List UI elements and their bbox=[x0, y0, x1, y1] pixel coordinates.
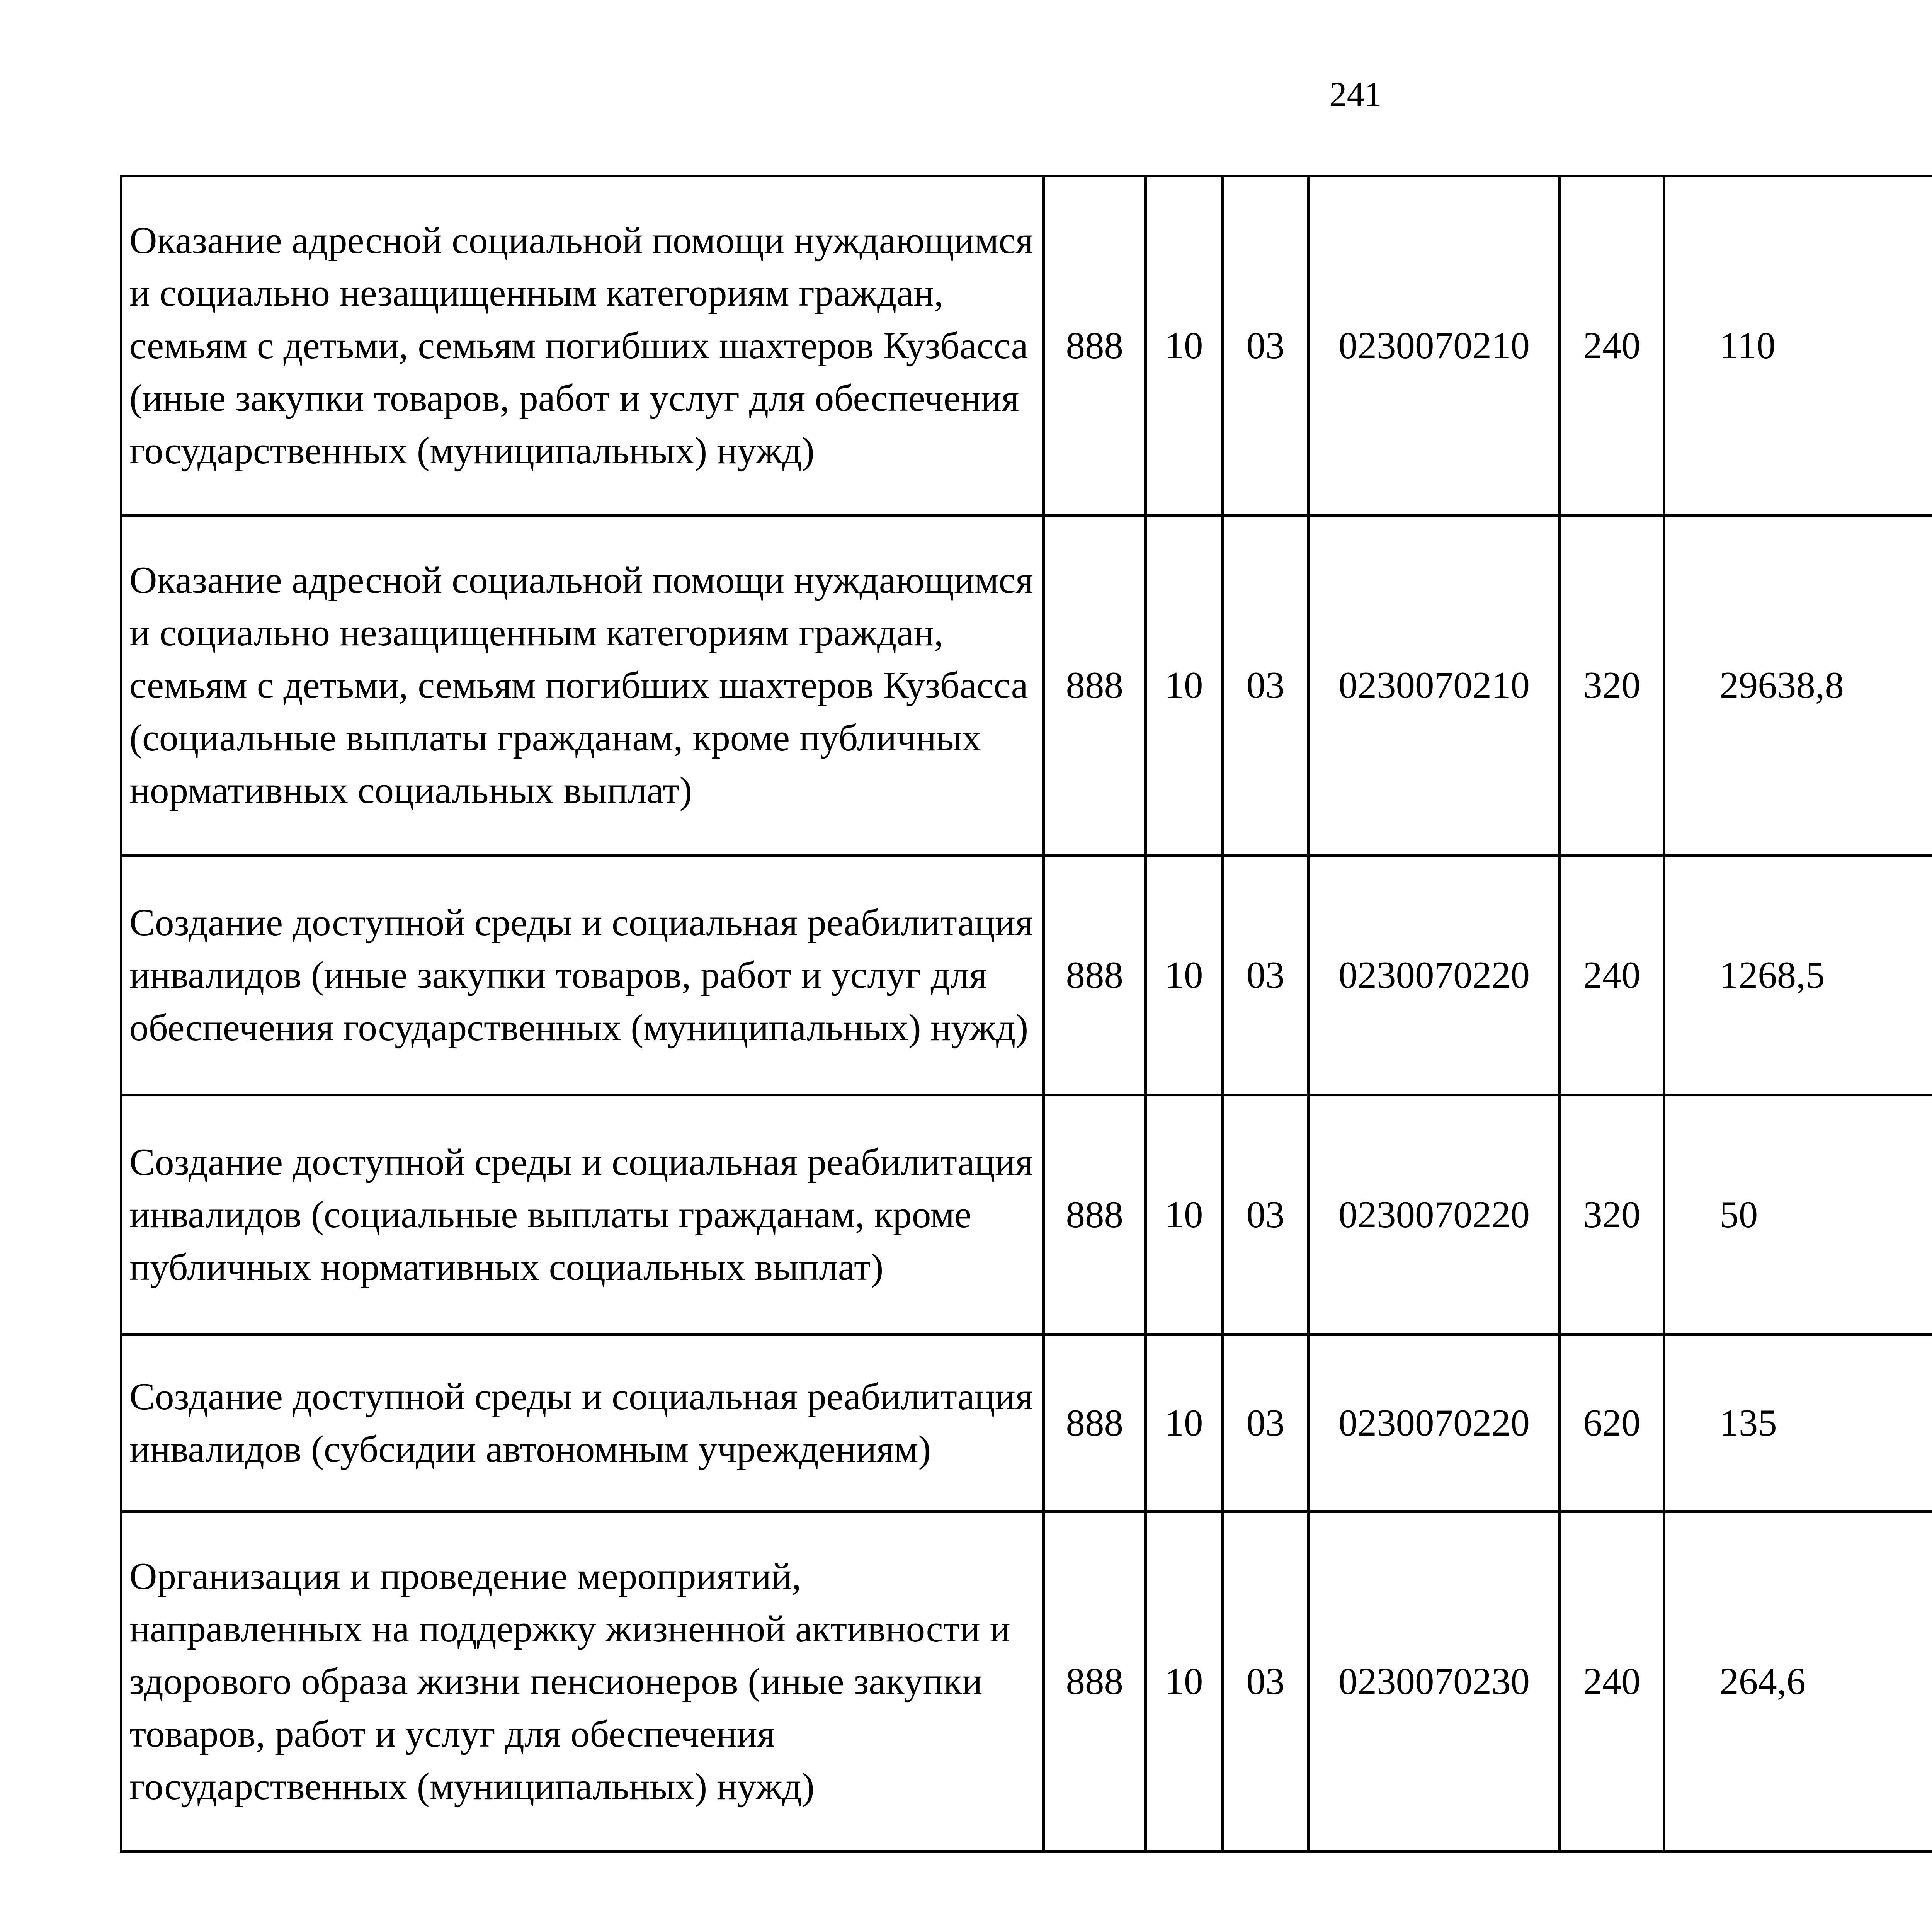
expense-type-code: 240 bbox=[1560, 176, 1664, 516]
section-code: 10 bbox=[1146, 176, 1223, 516]
row-description: Создание доступной среды и социальная реабилитация инвалидов (субсидии автономным учреждениям) bbox=[121, 1335, 1044, 1512]
amount-value-1: 110 bbox=[1719, 325, 1776, 367]
subsection-code: 03 bbox=[1222, 176, 1309, 516]
row-description: Оказание адресной социальной помощи нуждающимся и социально незащищенным категориям граждан, семьям с детьми, семьям погибших шахтеров Кузбасса (социальные выплаты гражданам, кроме публичных нормативных социальных выплат) bbox=[121, 516, 1044, 856]
expense-type-code: 620 bbox=[1560, 1335, 1664, 1512]
section-code: 10 bbox=[1146, 516, 1223, 856]
amount-cell-1 bbox=[1664, 1512, 1932, 1852]
row-description: Создание доступной среды и социальная реабилитация инвалидов (иные закупки товаров, работ и услуг для обеспечения государственных (муниципальных) нужд) bbox=[121, 856, 1044, 1095]
amount-value-1: 135 bbox=[1719, 1402, 1777, 1444]
expense-type-code: 240 bbox=[1560, 1512, 1664, 1852]
subsection-code: 03 bbox=[1222, 856, 1309, 1095]
amount-value-1: 264,6 bbox=[1719, 1660, 1806, 1703]
table-row bbox=[121, 1512, 1932, 1852]
expense-type-code: 320 bbox=[1560, 516, 1664, 856]
target-article-code: 0230070220 bbox=[1309, 1095, 1560, 1335]
ministry-code: 888 bbox=[1044, 176, 1146, 516]
amount-value-1: 29638,8 bbox=[1719, 664, 1844, 706]
row-description: Организация и проведение мероприятий, направленных на поддержку жизненной активности и здорового образа жизни пенсионеров (иные закупки товаров, работ и услуг для обеспечения государственных (муниципальных) нужд) bbox=[121, 1512, 1044, 1852]
amount-value-1: 1268,5 bbox=[1719, 954, 1825, 996]
section-code: 10 bbox=[1146, 856, 1223, 1095]
amount-cell-1 bbox=[1664, 1095, 1932, 1335]
target-article-code: 0230070220 bbox=[1309, 1335, 1560, 1512]
section-code: 10 bbox=[1146, 1335, 1223, 1512]
table-row bbox=[121, 1095, 1932, 1335]
ministry-code: 888 bbox=[1044, 516, 1146, 856]
amount-cell-1 bbox=[1664, 176, 1932, 516]
amount-value-1: 50 bbox=[1719, 1193, 1758, 1236]
ministry-code: 888 bbox=[1044, 856, 1146, 1095]
table-row bbox=[121, 176, 1932, 516]
expense-type-code: 240 bbox=[1560, 856, 1664, 1095]
target-article-code: 0230070230 bbox=[1309, 1512, 1560, 1852]
amount-cell-1 bbox=[1664, 1335, 1932, 1512]
subsection-code: 03 bbox=[1222, 1335, 1309, 1512]
subsection-code: 03 bbox=[1222, 1512, 1309, 1852]
row-description: Создание доступной среды и социальная реабилитация инвалидов (социальные выплаты гражданам, кроме публичных нормативных социальных выплат) bbox=[121, 1095, 1044, 1335]
row-description: Оказание адресной социальной помощи нуждающимся и социально незащищенным категориям граждан, семьям с детьми, семьям погибших шахтеров Кузбасса (иные закупки товаров, работ и услуг для обеспечения государственных (муниципальных) нужд) bbox=[121, 176, 1044, 516]
subsection-code: 03 bbox=[1222, 516, 1309, 856]
target-article-code: 0230070210 bbox=[1309, 516, 1560, 856]
section-code: 10 bbox=[1146, 1095, 1223, 1335]
page-number: 241 bbox=[1329, 75, 1382, 114]
target-article-code: 0230070220 bbox=[1309, 856, 1560, 1095]
amount-cell-1 bbox=[1664, 516, 1932, 856]
section-code: 10 bbox=[1146, 1512, 1223, 1852]
table-row bbox=[121, 516, 1932, 856]
subsection-code: 03 bbox=[1222, 1095, 1309, 1335]
table-row bbox=[121, 1335, 1932, 1512]
amount-cell-1 bbox=[1664, 856, 1932, 1095]
budget-table bbox=[120, 175, 1932, 1853]
table-row bbox=[121, 856, 1932, 1095]
expense-type-code: 320 bbox=[1560, 1095, 1664, 1335]
ministry-code: 888 bbox=[1044, 1095, 1146, 1335]
ministry-code: 888 bbox=[1044, 1335, 1146, 1512]
ministry-code: 888 bbox=[1044, 1512, 1146, 1852]
target-article-code: 0230070210 bbox=[1309, 176, 1560, 516]
